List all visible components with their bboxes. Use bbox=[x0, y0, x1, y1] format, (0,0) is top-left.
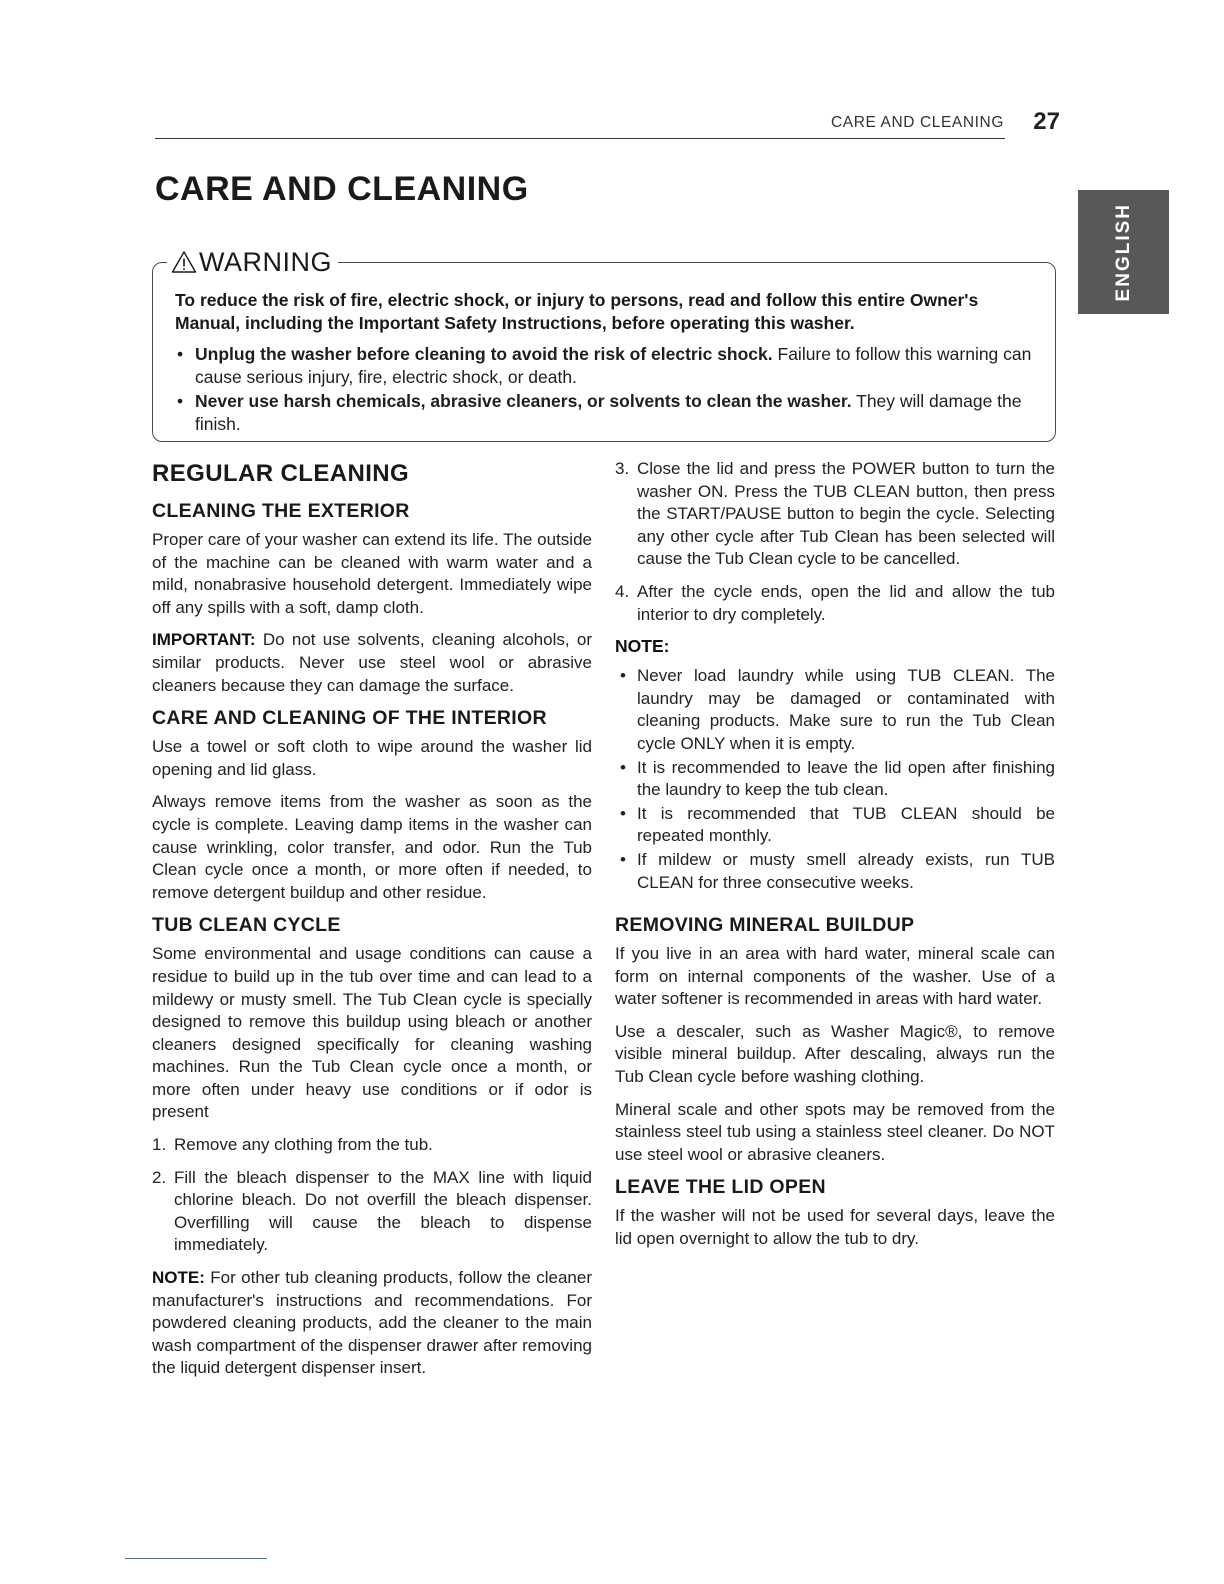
header-rule bbox=[155, 138, 1005, 139]
step-text: After the cycle ends, open the lid and allow the tub interior to dry completely. bbox=[637, 581, 1055, 624]
header-section-title: CARE AND CLEANING bbox=[831, 114, 1004, 131]
step-item bbox=[615, 458, 1055, 571]
interior-paragraph-2: Always remove items from the washer as soon as the cycle is complete. Leaving damp items in the washer can cause wrinkling, color transfer, and odor. Run the Tub Clean cycle once a month, or more often if needed, to remove detergent buildup and other residue. bbox=[152, 792, 592, 902]
page-title: CARE AND CLEANING bbox=[155, 170, 529, 208]
leave-lid-open-paragraph: If the washer will not be used for several days, leave the lid open overnight to allow the tub to dry. bbox=[615, 1206, 1055, 1249]
note-item: • Never load laundry while using TUB CLEAN. The laundry may be damaged or contaminated with cleaning products. Make sure to run the Tub Clean cycle ONLY when it is empty. bbox=[615, 665, 1055, 755]
regular-cleaning-title: REGULAR CLEANING bbox=[152, 460, 410, 487]
tub-clean-steps bbox=[152, 1134, 592, 1257]
leave-lid-open-title: LEAVE THE LID OPEN bbox=[615, 1176, 826, 1199]
exterior-paragraph: Proper care of your washer can extend its life. The outside of the machine can be cleaned with warm water and a mild, nonabrasive household detergent. Immediately wipe off any spills with a soft, damp cloth. bbox=[152, 530, 592, 617]
step-text: Fill the bleach dispenser to the MAX line with liquid chlorine bleach. Do not overfill the bleach dispenser. Overfilling will cause the bleach to dispense immediately. bbox=[174, 1167, 592, 1255]
tub-clean-note bbox=[152, 1267, 592, 1380]
step-number: 1. bbox=[152, 1135, 167, 1155]
warning-item bbox=[175, 343, 1041, 388]
warning-item bbox=[175, 390, 1041, 435]
note-list bbox=[615, 665, 1055, 894]
step-number: 3. bbox=[615, 459, 630, 478]
warning-heading-label: WARNING bbox=[199, 247, 332, 277]
step-text: Close the lid and press the POWER button to turn the washer ON. Press the TUB CLEAN button, then press the START/PAUSE button to begin the cycle. Selecting any other cycle after Tub Clean has been selected will cause the Tub Clean cycle to be cancelled. bbox=[637, 459, 1055, 569]
step-item bbox=[152, 1134, 592, 1157]
warning-list bbox=[175, 343, 1041, 437]
mineral-paragraph-2: Use a descaler, such as Washer Magic®, to remove visible mineral buildup. After descaling, always run the Tub Clean cycle before washing clothing. bbox=[615, 1021, 1055, 1087]
tub-clean-paragraph: Some environmental and usage conditions can cause a residue to build up in the tub over time and can lead to a mildewy or musty smell. The Tub Clean cycle is specially designed to remove this buildup using bleach or another cleaners designed specifically for cleaning washing machines. Run the Tub Clean cycle once a month, or more often under heavy use conditions or if odor is present bbox=[152, 944, 592, 1122]
warning-item-text: Failure to follow this warning can cause serious injury, fire, electric shock, or death. bbox=[195, 344, 1032, 387]
warning-heading bbox=[167, 247, 338, 277]
page-number: 27 bbox=[1033, 108, 1060, 135]
mineral-buildup-title: REMOVING MINERAL BUILDUP bbox=[615, 914, 915, 937]
note-heading: NOTE: bbox=[615, 636, 670, 657]
important-text: Do not use solvents, cleaning alcohols, or similar products. Never use steel wool or abrasive cleaners because they can damage the surface. bbox=[152, 630, 592, 695]
cleaning-exterior-title: CLEANING THE EXTERIOR bbox=[152, 500, 410, 522]
right-column bbox=[615, 458, 1055, 1261]
important-label: IMPORTANT: bbox=[152, 630, 256, 650]
tub-clean-cycle-title: TUB CLEAN CYCLE bbox=[152, 914, 341, 937]
step-item bbox=[615, 581, 1055, 626]
note-item: • If mildew or musty smell already exists, run TUB CLEAN for three consecutive weeks. bbox=[615, 849, 1055, 894]
warning-triangle-icon bbox=[171, 250, 197, 274]
warning-lead-text: To reduce the risk of fire, electric shock, or injury to persons, read and follow this entire Owner's Manual, including the Important Safety Instructions, before operating this washer. bbox=[175, 290, 979, 333]
note-item: • It is recommended to leave the lid open after finishing the laundry to keep the tub clean. bbox=[615, 757, 1055, 802]
tub-clean-steps-continued bbox=[615, 458, 1055, 626]
step-number: 2. bbox=[152, 1167, 167, 1187]
interior-paragraph-1: Use a towel or soft cloth to wipe around the washer lid opening and lid glass. bbox=[152, 737, 592, 779]
left-column bbox=[152, 460, 592, 1390]
warning-item-text: They will damage the finish. bbox=[195, 391, 1022, 434]
footer-link-underline bbox=[125, 1558, 267, 1559]
step-item bbox=[152, 1167, 592, 1257]
warning-box bbox=[152, 247, 1056, 442]
mineral-paragraph-3: Mineral scale and other spots may be removed from the stainless steel tub using a stainless steel cleaner. Do NOT use steel wool or abrasive cleaners. bbox=[615, 1099, 1055, 1164]
note-label: NOTE: bbox=[152, 1268, 205, 1288]
note-item: • It is recommended that TUB CLEAN should be repeated monthly. bbox=[615, 803, 1055, 848]
note-text: For other tub cleaning products, follow the cleaner manufacturer's instructions and recommendations. For powdered cleaning products, add the cleaner to the main wash compartment of the dispenser drawer after removing the liquid detergent dispenser insert. bbox=[152, 1268, 592, 1378]
language-tab bbox=[1078, 190, 1169, 314]
step-text: Remove any clothing from the tub. bbox=[174, 1135, 433, 1155]
interior-cleaning-title: CARE AND CLEANING OF THE INTERIOR bbox=[152, 707, 547, 730]
important-paragraph bbox=[152, 629, 592, 697]
page-header bbox=[155, 108, 1060, 142]
language-tab-label: ENGLISH bbox=[1112, 202, 1134, 302]
warning-item-bold: Never use harsh chemicals, abrasive cleaners, or solvents to clean the washer. bbox=[195, 391, 852, 411]
step-number: 4. bbox=[615, 581, 630, 601]
warning-item-bold: Unplug the washer before cleaning to avoid the risk of electric shock. bbox=[195, 344, 773, 364]
mineral-paragraph-1: If you live in an area with hard water, mineral scale can form on internal components of the washer. Use of a water softener is recommended in areas with hard water. bbox=[615, 944, 1055, 1009]
